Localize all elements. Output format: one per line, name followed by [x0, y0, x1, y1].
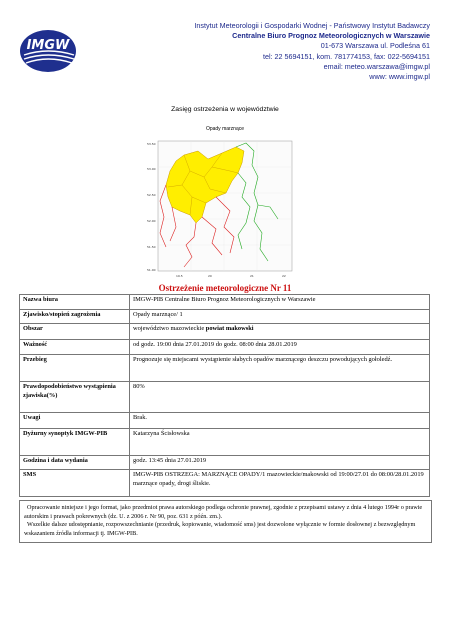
map-subtitle: Opady marznące [205, 126, 245, 132]
area-voivodeship: województwo mazowieckie [133, 325, 206, 332]
table-row [20, 456, 430, 470]
row-label: Ważność [20, 340, 130, 355]
copyright-paragraph: Opracowanie niniejsze i jego format, jako przedmiot prawa autorskiego podlega ochronie prawnej, zgodnie z przepisami ustawy z dnia 4 lutego 1994r o prawie autorskim i prawach pokrewnych (dz. U. z 2006 r. Nr 90, poz. 631 z późn. zm.). [24, 504, 423, 520]
map-title: Zasięg ostrzeżenia w województwie [171, 106, 279, 113]
table-row [20, 382, 430, 413]
row-value [130, 324, 430, 340]
lon-labels [176, 274, 286, 278]
email[interactable]: email: meteo.warszawa@imgw.pl [323, 61, 430, 71]
svg-text:52.00: 52.00 [147, 219, 156, 223]
warning-map [146, 137, 298, 281]
address: 01-673 Warszawa ul. Podleśna 61 [320, 41, 430, 51]
row-value: Katarzyna Ścisłowska [130, 429, 430, 456]
row-label: Przebieg [20, 355, 130, 382]
row-label: Obszar [20, 324, 130, 340]
svg-text:51.50: 51.50 [147, 245, 156, 249]
svg-text:51.00: 51.00 [147, 268, 156, 272]
row-label: Godzina i data wydania [20, 456, 130, 470]
row-label: Dyżurny synoptyk IMGW-PIB [20, 429, 130, 456]
svg-text:20: 20 [208, 274, 212, 278]
table-row [20, 413, 430, 429]
website[interactable]: www: www.imgw.pl [369, 72, 430, 82]
svg-text:21: 21 [250, 274, 254, 278]
institute-header [100, 21, 430, 82]
table-row [20, 324, 430, 340]
row-label: SMS [20, 470, 130, 497]
phone: tel: 22 5694151, kom. 781774153, fax: 022-5694151 [262, 51, 430, 61]
logo-text: IMGW [26, 38, 70, 53]
table-row [20, 340, 430, 355]
table-row [20, 355, 430, 382]
row-value: Prognozuje się miejscami wystąpienie słabych opadów marznącego deszczu powodujących gołoledź. [130, 355, 430, 382]
row-label: Uwagi [20, 413, 130, 429]
warning-title: Ostrzeżenie meteorologiczne Nr 11 [158, 283, 292, 293]
svg-text:53.50: 53.50 [147, 142, 156, 146]
row-label: Prawdopodobieństwo wystąpienia zjawiska(%) [20, 382, 130, 413]
row-label: Nazwa biura [20, 295, 130, 310]
table-row [20, 470, 430, 497]
imgw-logo [18, 28, 78, 74]
redistribution-paragraph: Wszelkie dalsze udostępnianie, rozpowszechnianie (przedruk, kopiowanie, wiadomość sms) jest dozwolone wyłącznie w formie dosłownej z bezwzględnym wskazaniem źródła informacji tj. IMGW-PIB. [24, 521, 416, 538]
row-value: od godz. 19:00 dnia 27.01.2019 do godz. 08:00 dnia 28.01.2019 [130, 340, 430, 355]
svg-text:52.50: 52.50 [147, 193, 156, 197]
lat-labels [147, 142, 156, 272]
svg-text:19.5: 19.5 [176, 274, 183, 278]
table-row [20, 429, 430, 456]
warning-table [19, 294, 430, 497]
area-county: powiat makowski [205, 325, 254, 332]
institute-name: Instytut Meteorologii i Gospodarki Wodnej - Państwowy Instytut Badawczy [194, 21, 430, 30]
table-row [20, 295, 430, 310]
svg-text:22: 22 [282, 274, 286, 278]
row-value: godz. 13:45 dnia 27.01.2019 [130, 456, 430, 470]
row-value: Brak. [130, 413, 430, 429]
row-label: Zjawisko/stopień zagrożenia [20, 310, 130, 324]
row-value: Opady marznące/ 1 [130, 310, 430, 324]
row-value: IMGW-PIB OSTRZEGA: MARZNĄCE OPADY/1 mazowieckie/makowski od 19:00/27.01 do 08:00/28.01.2019 marznące opady, drogi śliskie. [130, 470, 430, 497]
row-value: IMGW-PIB Centralne Biuro Prognoz Meteorologicznych w Warszawie [130, 295, 430, 310]
office-name: Centralne Biuro Prognoz Meteorologicznych w Warszawie [232, 31, 430, 41]
copyright-notice [19, 500, 432, 543]
svg-text:53.00: 53.00 [147, 167, 156, 171]
table-row [20, 310, 430, 324]
row-value: 80% [130, 382, 430, 413]
